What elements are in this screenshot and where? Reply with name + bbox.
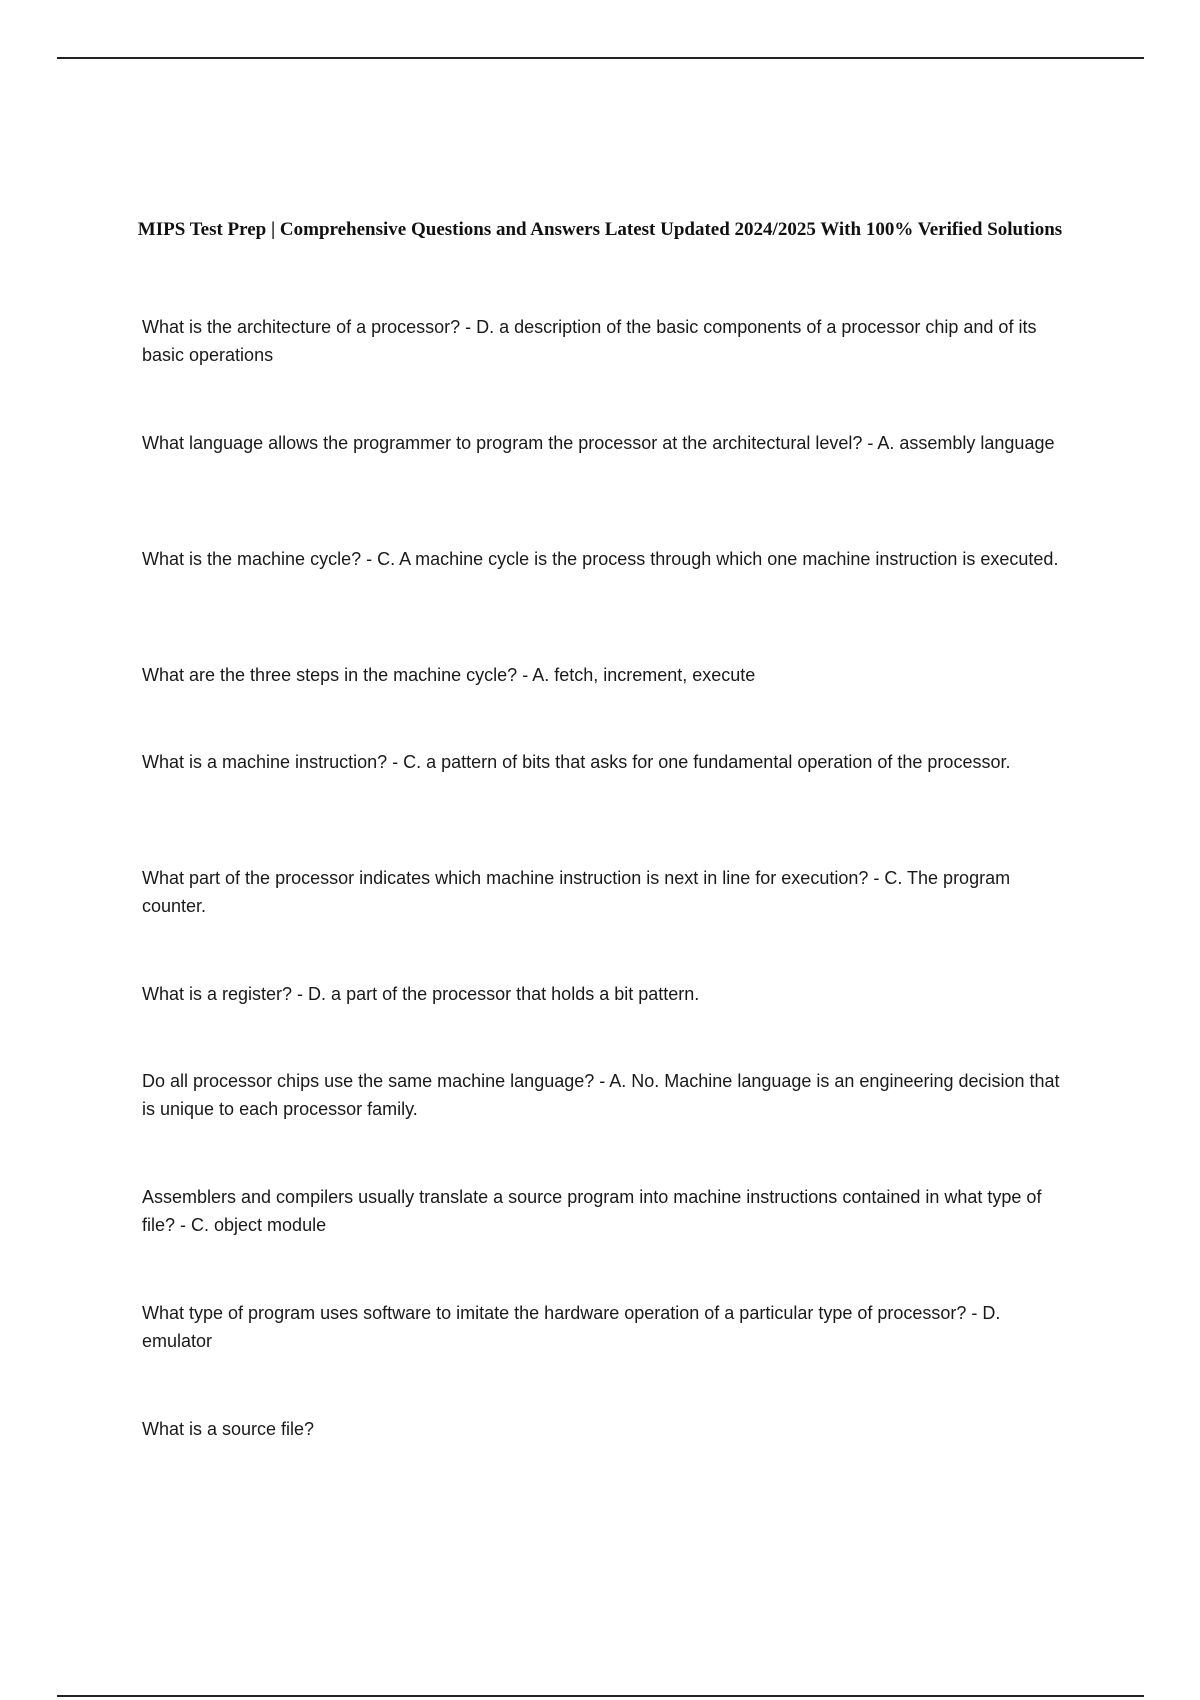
qa-item: What is the machine cycle? - C. A machine cycle is the process through which one machine instruction is executed. [142,549,1059,569]
top-rule [57,57,1144,59]
qa-item: What is the architecture of a processor? - D. a description of the basic components of a processor chip and of its basic operations [142,317,1037,365]
qa-item: What language allows the programmer to program the processor at the architectural level? - A. assembly language [142,433,1055,453]
qa-item: What part of the processor indicates which machine instruction is next in line for execution? - C. The program counter. [142,868,1011,916]
qa-item: What is a machine instruction? - C. a pattern of bits that asks for one fundamental operation of the processor. [142,752,1011,772]
qa-item: What type of program uses software to imitate the hardware operation of a particular type of processor? - D. emulator [142,1303,1001,1351]
qa-item: What is a register? - D. a part of the processor that holds a bit pattern. [142,984,700,1004]
qa-item: What are the three steps in the machine cycle? - A. fetch, increment, execute [142,665,756,685]
qa-item: Assemblers and compilers usually translate a source program into machine instructions contained in what type of file? - C. object module [142,1187,1042,1235]
qa-item: What is a source file? [142,1419,315,1439]
qa-item: Do all processor chips use the same machine language? - A. No. Machine language is an engineering decision that is unique to each processor family. [142,1071,1060,1119]
bottom-rule [57,1695,1144,1697]
document-title: MIPS Test Prep | Comprehensive Questions and Answers Latest Updated 2024/2025 With 100% Verified Solutions [137,219,1063,240]
